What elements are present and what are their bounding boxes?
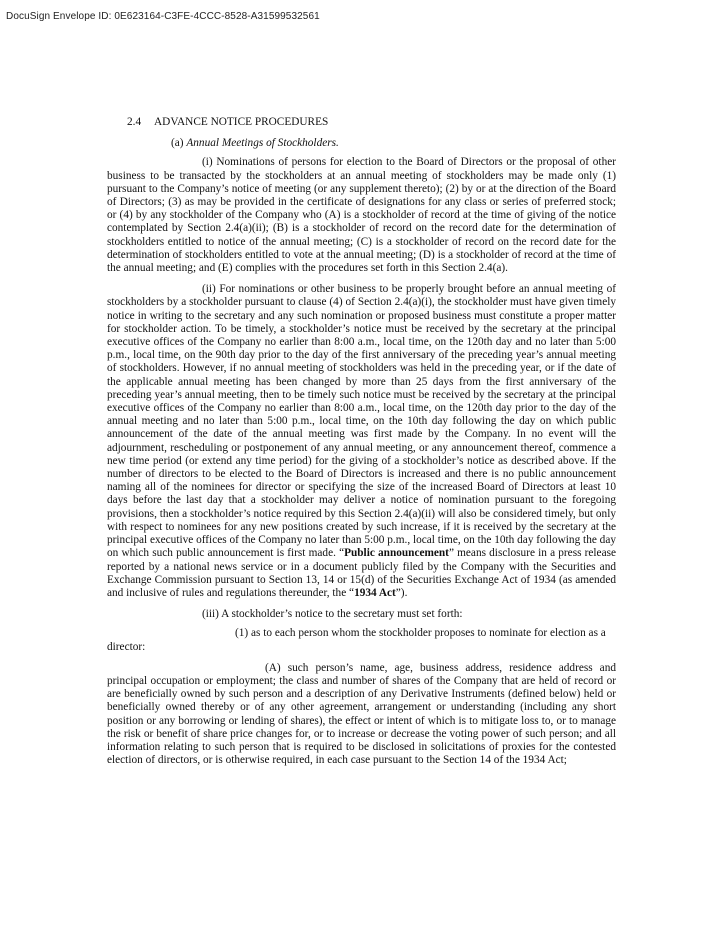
item-a: (A) such person’s name, age, business address, residence address and principal occupation or employment; the class and number of shares of the Company that are held of record or are beneficially owned by such person and a description of any Derivative Instruments (defined below) held or beneficially owned thereby or of any other agreement, arrangement or understanding (including any short position or any borrowing or lending of shares), the effect or intent of which is to mitigate loss to, or to manage the risk or benefit of share price changes for, or to increase or decrease the voting power of such person; and all information relating to such person that is required to be disclosed in solicitations of proxies for the contested election of directors, or is otherwise required, in each case pursuant to the Section 14 of the 1934 Act; — [107, 661, 616, 767]
defined-term-1934-act: 1934 Act — [354, 586, 396, 599]
defined-term-public-announcement: Public announcement — [344, 547, 449, 560]
subsection-label: (a) — [171, 137, 187, 150]
paragraph-ii-text-3: ”). — [395, 586, 408, 599]
section-number: 2.4 — [127, 116, 142, 128]
docusign-envelope-id: DocuSign Envelope ID: 0E623164-C3FE-4CCC-8528-A31599532561 — [6, 11, 320, 22]
paragraph-ii-text-2: ” means disclosure in a press release reported by a national news service or in a document publicly filed by the Company with the Securities and Exchange Commission pursuant to Section 13, 14 or 15(d) of the Securities Exchange Act of 1934 (as amended and inclusive of rules and regulations thereunder, the “ — [107, 547, 616, 599]
document-body — [107, 116, 616, 767]
subsection-title: Annual Meetings of Stockholders. — [186, 137, 339, 150]
paragraph-ii-text-1: (ii) For nominations or other business to be properly brought before an annual meeting of stockholders by a stockholder pursuant to clause (4) of Section 2.4(a)(i), the stockholder must have given timely notice in writing to the secretary and any such nomination or proposed business must constitute a proper matter for stockholder action. To be timely, a stockholder’s notice must be received by the secretary at the principal executive offices of the Company no earlier than 8:00 a.m., local time, on the 120th day and no later than 5:00 p.m., local time, on the 90th day prior to the day of the first anniversary of the preceding year’s annual meeting of stockholders. However, if no annual meeting of stockholders was held in the preceding year, or if the date of the applicable annual meeting has been changed by more than 25 days from the first anniversary of the preceding year’s annual meeting, then to be timely such notice must be received by the secretary at the principal executive offices of the Company no earlier than 8:00 a.m., local time, on the 120th day prior to the day of the annual meeting and no later than 5:00 p.m., local time, on the 10th day following the day on which public announcement of the date of the annual meeting was first made by the Company. In no event will the adjournment, rescheduling or postponement of any annual meeting, or any announcement thereof, commence a new time period (or extend any time period) for the giving of a stockholder’s notice as described above. If the number of directors to be elected to the Board of Directors is increased and there is no public announcement naming all of the nominees for director or specifying the size of the increased Board of Directors at least 10 days before the last day that a stockholder may deliver a notice of nomination pursuant to the foregoing provisions, then a stockholder’s notice required by this Section 2.4(a)(ii) will also be considered timely, but only with respect to nominees for any new positions created by such increase, if it is received by the secretary at the principal executive offices of the Company no later than 5:00 p.m., local time, on the 10th day following the day on which such public announcement is first made. “ — [107, 283, 616, 560]
subsection-heading — [171, 137, 616, 150]
item-1: (1) as to each person whom the stockholder proposes to nominate for election as a director: — [107, 627, 606, 653]
paragraph-iii: (iii) A stockholder’s notice to the secretary must set forth: — [202, 608, 463, 621]
section-heading — [127, 116, 616, 129]
paragraph-i: (i) Nominations of persons for election to the Board of Directors or the proposal of other business to be transacted by the stockholders at an annual meeting of stockholders may be made only (1) pursuant to the Company’s notice of meeting (or any supplement thereto); (2) by or at the direction of the Board of Directors; (3) as may be provided in the certificate of designations for any class or series of preferred stock; or (4) by any stockholder of the Company who (A) is a stockholder of record at the time of giving of the notice contemplated by Section 2.4(a)(ii); (B) is a stockholder of record on the record date for the determination of stockholders entitled to notice of the annual meeting; (C) is a stockholder of record on the record date for the determination of stockholders entitled to vote at the annual meeting; (D) is a stockholder of record at the time of the annual meeting; and (E) complies with the procedures set forth in this Section 2.4(a). — [107, 156, 616, 275]
paragraph-ii — [107, 283, 616, 600]
section-title: ADVANCE NOTICE PROCEDURES — [154, 116, 329, 128]
